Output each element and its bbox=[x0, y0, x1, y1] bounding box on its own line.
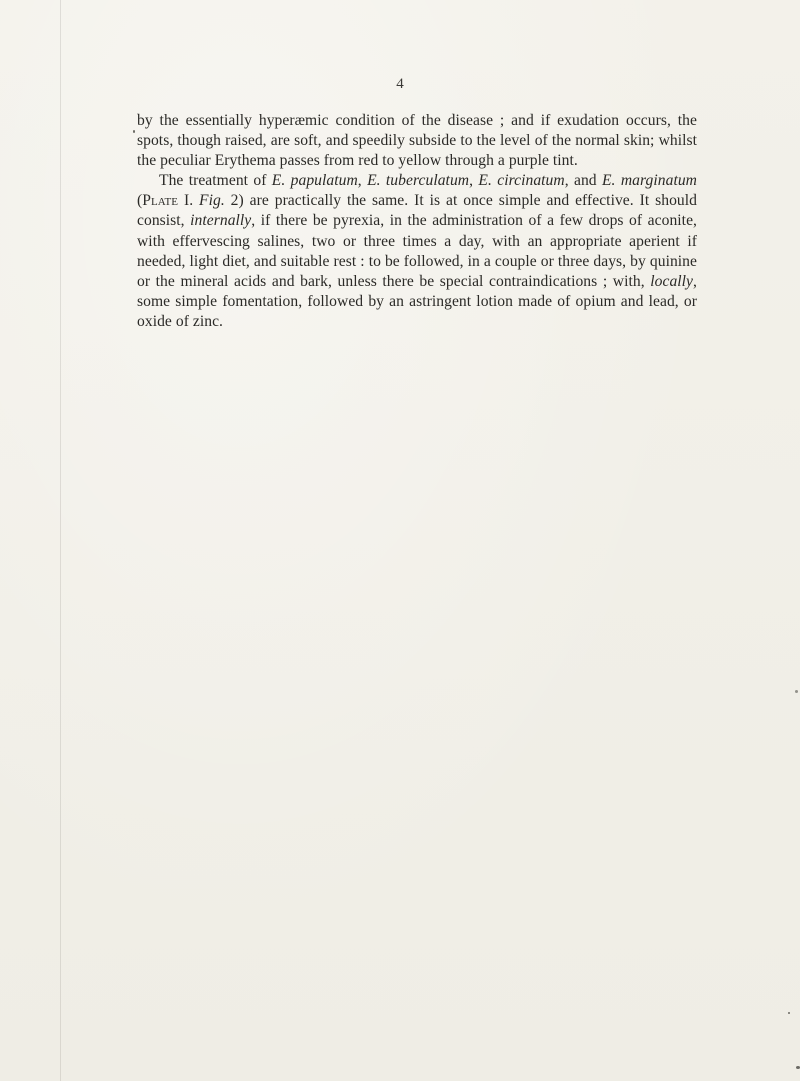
term-marginatum: E. marginatum bbox=[601, 172, 697, 190]
ink-speck bbox=[796, 1066, 800, 1069]
term-tuberculatum: E. tuberculatum bbox=[367, 172, 470, 190]
figure-reference: Fig. bbox=[199, 192, 225, 210]
term-internally: internally bbox=[190, 212, 252, 230]
body-text bbox=[137, 111, 697, 332]
ink-speck bbox=[133, 130, 135, 133]
plate-reference: Plate bbox=[142, 192, 179, 210]
paragraph-2: The treatment of E. papulatum, E. tuberculatum, E. circinatum, and E. marginatum (Plate I. Fig. 2) are practically the same. It is at once simple and effective. It should consist, internally, if there be pyrexia, in the administration of a few drops of aconite, with effervescing salines, two or three times a day, with an appropriate aperient if needed, light diet, and suitable rest : to be followed, in a couple or three days, by quinine or the mineral acids and bark, unless there be special contraindications ; with, locally, some simple fomentation, followed by an astringent lotion made of opium and lead, or oxide of zinc. bbox=[137, 172, 697, 330]
paragraph-1: by the essentially hyperæmic condition of the disease ; and if exudation occurs, the spots, though raised, are soft, and speedily subside to the level of the normal skin; whilst the peculiar Erythema passes from red to yellow through a purple tint. bbox=[137, 112, 697, 170]
page-number: 4 bbox=[396, 76, 404, 92]
term-locally: locally bbox=[650, 272, 694, 290]
paper-fold-line bbox=[60, 0, 61, 1081]
ink-speck bbox=[788, 1012, 790, 1014]
ink-speck bbox=[795, 690, 798, 693]
term-papulatum: E. papulatum bbox=[271, 172, 358, 190]
term-circinatum: E. circinatum bbox=[478, 172, 565, 190]
